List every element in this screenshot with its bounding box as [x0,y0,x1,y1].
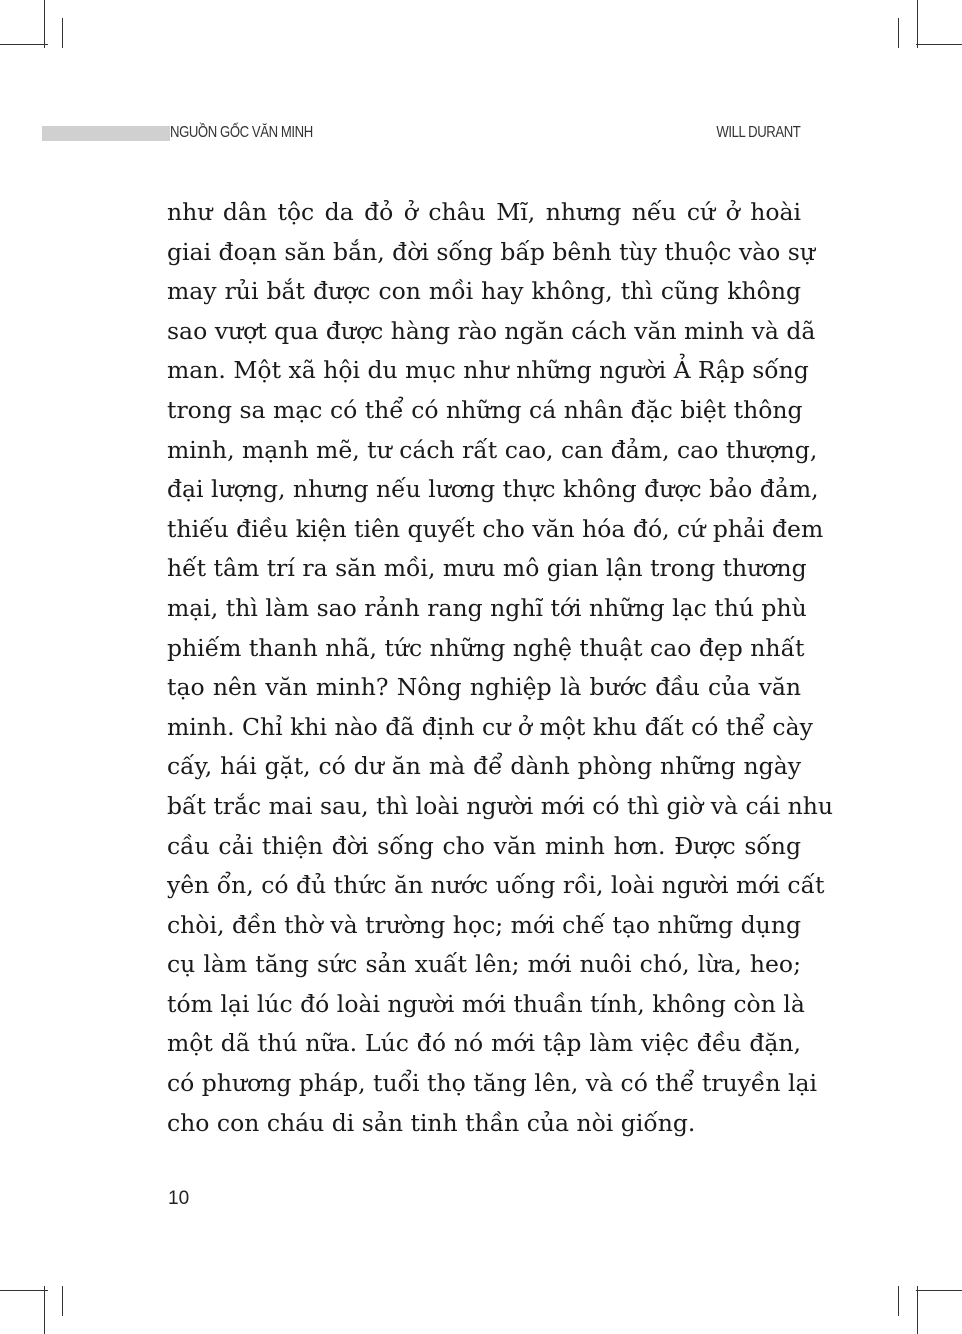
text-line: chòi, đền thờ và trường học; mới chế tạo những dụng [167,910,801,939]
text-line: phiếm thanh nhã, tức những nghệ thuật cao đẹp nhất [167,633,805,662]
crop-mark [917,0,918,48]
text-line: sao vượt qua được hàng rào ngăn cách văn minh và dã [167,316,816,345]
text-line: trong sa mạc có thể có những cá nhân đặc biệt thông [167,395,803,424]
crop-mark [44,1286,45,1334]
text-line: thiếu điều kiện tiên quyết cho văn hóa đó, cứ phải đem [167,514,824,543]
text-line: cho con cháu di sản tinh thần của nòi giống. [167,1108,696,1137]
text-line: cấy, hái gặt, có dư ăn mà để dành phòng những ngày [167,752,801,781]
text-line: yên ổn, có đủ thức ăn nước uống rồi, loài người mới cất [167,871,825,900]
header-bar [42,126,170,141]
text-line: cụ làm tăng sức sản xuất lên; mới nuôi chó, lừa, heo; [167,950,801,979]
body-paragraph [167,193,834,1143]
page-number: 10 [168,1188,190,1209]
text-line: hết tâm trí ra săn mồi, mưu mô gian lận trong thương [167,554,807,583]
crop-mark [916,44,962,45]
text-line: man. Một xã hội du mục như những người Ả Rập sống [167,356,809,385]
crop-mark [0,44,48,45]
crop-mark [62,1286,63,1316]
text-line: mại, thì làm sao rảnh rang nghĩ tới những lạc thú phù [167,593,807,622]
text-line: minh, mạnh mẽ, tư cách rất cao, can đảm, cao thượng, [167,435,818,464]
text-line: minh. Chỉ khi nào đã định cư ở một khu đất có thể cày [167,712,813,741]
text-line: một dã thú nữa. Lúc đó nó mới tập làm việc đều đặn, [167,1029,801,1058]
text-line: tạo nên văn minh? Nông nghiệp là bước đầu của văn [167,673,801,702]
text-line: may rủi bắt được con mồi hay không, thì cũng không [167,277,801,306]
text-line: bất trắc mai sau, thì loài người mới có thì giờ và cái nhu [167,791,834,820]
crop-mark [62,18,63,48]
crop-mark [917,1286,918,1334]
text-line: có phương pháp, tuổi thọ tăng lên, và có thể truyền lại [167,1069,818,1098]
text-line: tóm lại lúc đó loài người mới thuần tính, không còn là [167,989,805,1018]
text-line: đại lượng, nhưng nếu lương thực không được bảo đảm, [167,475,819,504]
text-line: cầu cải thiện đời sống cho văn minh hơn. Được sống [167,831,801,860]
crop-mark [44,0,45,48]
text-line: giai đoạn săn bắn, đời sống bấp bênh tùy thuộc vào sự [167,237,815,266]
running-header-author: WILL DURANT [716,124,800,141]
crop-mark [0,1290,48,1291]
crop-mark [898,18,899,48]
crop-mark [916,1290,962,1291]
crop-mark [898,1286,899,1316]
running-header-title: NGUỒN GỐC VĂN MINH [170,124,313,141]
text-line: như dân tộc da đỏ ở châu Mĩ, nhưng nếu cứ ở hoài [167,198,801,226]
